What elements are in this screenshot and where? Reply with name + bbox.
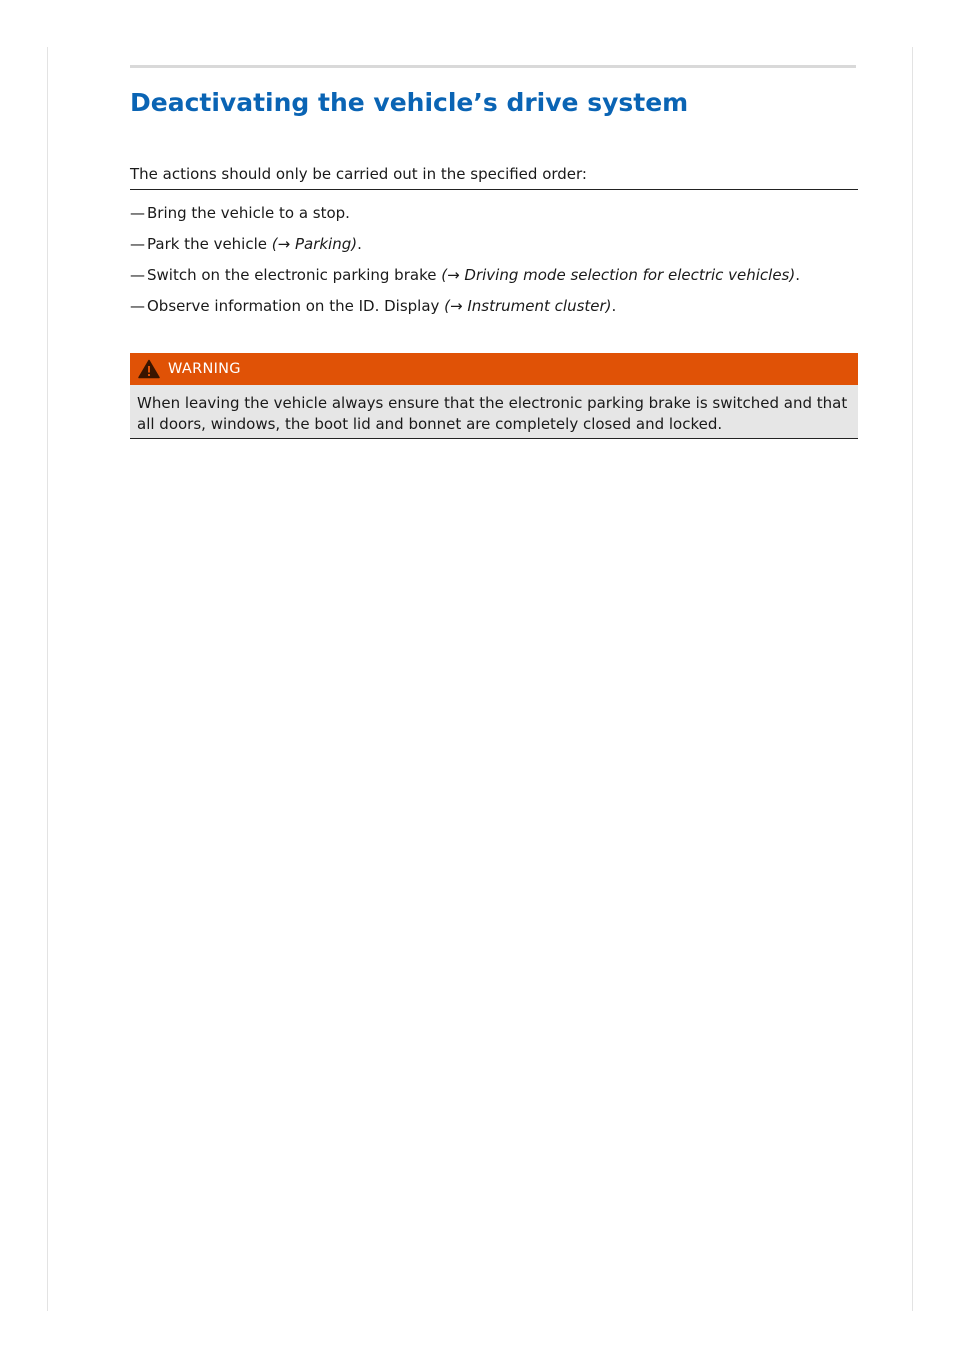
cross-reference-link[interactable]: (→ Instrument cluster) [444,297,612,315]
step-suffix: . [795,266,800,284]
step-dash: — [130,235,145,253]
step-item [130,296,800,327]
cross-reference-link[interactable]: (→ Driving mode selection for electric vehicles) [441,266,796,284]
step-dash: — [130,266,145,284]
warning-triangle-icon [138,359,160,379]
cross-reference-link[interactable]: (→ Parking) [271,235,358,253]
page-frame-right-line [912,47,913,1311]
steps-list [130,203,800,327]
step-dash: — [130,297,145,315]
intro-text: The actions should only be carried out in the specified order: [130,165,587,183]
step-text: Observe information on the ID. Display [147,297,445,315]
step-text: Park the vehicle [147,235,272,253]
step-item [130,234,800,265]
warning-body [130,385,858,439]
step-suffix: . [357,235,362,253]
step-text: Switch on the electronic parking brake [147,266,442,284]
warning-text: When leaving the vehicle always ensure that the electronic parking brake is switched and that all doors, windows, the boot lid and bonnet are completely closed and locked. [137,394,848,433]
intro-divider [130,189,858,190]
step-suffix: . [611,297,617,315]
page-frame-left-line [47,47,48,1311]
step-item [130,203,800,234]
warning-header [130,353,858,385]
step-dash: — [130,204,145,222]
page-title: Deactivating the vehicle’s drive system [130,88,689,117]
step-text: Bring the vehicle to a stop. [147,204,350,222]
warning-label: WARNING [168,361,241,377]
step-item [130,265,800,296]
header-divider [130,65,856,68]
